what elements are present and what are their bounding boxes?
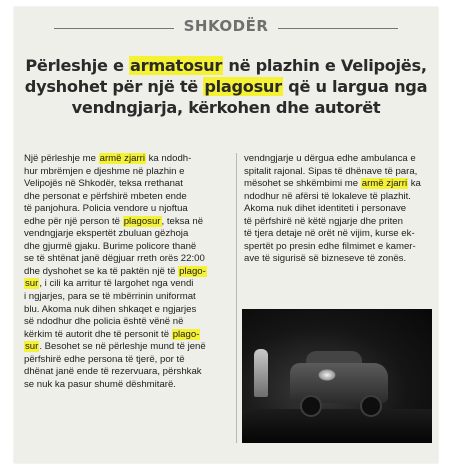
text-run: që u largua nga: [282, 77, 428, 96]
text-run: ave të sigurisë së bizneseve të zonës.: [244, 253, 407, 265]
text-run: dhe dyshohet se ka të paktën një të: [24, 265, 179, 277]
article-column-left: [24, 153, 229, 391]
highlighted-text: sur: [25, 278, 39, 290]
left_column-line: [24, 366, 229, 379]
text-run: , teksa në: [161, 215, 204, 227]
left_column-line: [24, 379, 229, 392]
text-run: ka: [408, 178, 421, 190]
text-run: i ngjarjes, para se të mbërrinin uniformat: [24, 291, 196, 303]
left_column-line: [24, 341, 229, 354]
headline-line: [22, 55, 430, 76]
left_column-line: [24, 329, 229, 342]
text-run: ndodhur në afërsi të lokaleve të plazhit.: [244, 190, 411, 202]
highlighted-text: armë zjarri: [361, 178, 408, 190]
left_column-line: [24, 266, 229, 279]
headline-line: [22, 97, 430, 118]
text-run: edhe për një person të: [24, 215, 123, 227]
right_column-line: [244, 241, 432, 254]
right_column-line: [244, 228, 432, 241]
text-run: blu. Akoma nuk dihen shkaqet e ngjarjes: [24, 303, 197, 315]
left_column-line: [24, 241, 229, 254]
photo-headlight: [318, 369, 336, 381]
left_column-line: [24, 178, 229, 191]
night-scene-car-photo: [242, 309, 432, 443]
photo-ground: [242, 409, 432, 443]
text-run: mësohet se shkëmbimi me: [244, 178, 361, 190]
text-run: Akoma nuk dihet identiteti i personave: [244, 203, 407, 215]
left_column-line: [24, 304, 229, 317]
section-label: SHKODËR: [176, 17, 277, 35]
highlighted-text: plago-: [172, 328, 200, 340]
text-run: se nuk ka pasur shumë dëshmitarë.: [24, 378, 176, 390]
left_column-line: [24, 316, 229, 329]
highlighted-text: armë zjarri: [99, 153, 145, 164]
photo-wheel: [300, 395, 322, 417]
right_column-line: [244, 178, 432, 191]
text-run: Një përleshje me: [24, 153, 99, 164]
photo-wheel: [360, 395, 382, 417]
left_column-line: [24, 291, 229, 304]
left_column-line: [24, 278, 229, 291]
newspaper-clipping: [14, 7, 438, 463]
text-run: të panjohura. Policia vendore u njoftua: [24, 203, 188, 215]
left_column-line: [24, 253, 229, 266]
section-header: [14, 15, 438, 41]
photo-person-figure: [254, 349, 268, 397]
text-run: dhënat janë ende të rezervuara, përshkak: [24, 366, 202, 378]
right_column-line: [244, 203, 432, 216]
text-run: përfshirë edhe persona të tjerë, por të: [24, 353, 185, 365]
left_column-line: [24, 354, 229, 367]
right_column-line: [244, 153, 432, 166]
text-run: dyshohet për një të: [24, 77, 204, 96]
highlighted-text: plagosur: [204, 77, 282, 96]
highlighted-text: armatosur: [130, 56, 223, 75]
text-run: Përleshje e: [25, 56, 130, 75]
text-run: . Besohet se në përleshje mund të jenë: [39, 341, 206, 353]
text-run: të tjera detaje në orët në vijim, kurse ek-: [244, 228, 415, 240]
text-run: se të shtënat janë dëgjuar rreth orës 22:00: [24, 253, 205, 265]
text-run: në plazhin e Velipojës,: [223, 56, 427, 75]
text-run: së ndodhur dhe policia është vënë në: [24, 316, 184, 328]
left_column-line: [24, 166, 229, 179]
headline: [22, 55, 430, 118]
text-run: ka ndodh-: [145, 153, 192, 164]
right_column-line: [244, 191, 432, 204]
headline-line: [22, 76, 430, 97]
text-run: , i cili ka arritur të largohet nga vendi: [39, 278, 194, 290]
text-run: dhe personat e përfshirë mbeten ende: [24, 190, 187, 202]
article-column-right: [244, 153, 432, 266]
text-run: vendngjarja, kërkohen dhe autorët: [71, 98, 381, 117]
right_column-line: [244, 253, 432, 266]
left_column-line: [24, 191, 229, 204]
right_column-line: [244, 166, 432, 179]
text-run: hur mbrëmjen e djeshme në plazhin e: [24, 165, 185, 177]
text-run: vendngjarje u dërgua edhe ambulanca e: [244, 153, 416, 164]
text-run: spertët po presin edhe filmimet e kamer-: [244, 240, 416, 252]
text-run: kërkim të autorit dhe të personit të: [24, 328, 172, 340]
left_column-line: [24, 153, 229, 166]
left_column-line: [24, 203, 229, 216]
column-divider: [236, 153, 237, 443]
text-run: vendngjarje ekspertët zbuluan gëzhoja: [24, 228, 189, 240]
left_column-line: [24, 216, 229, 229]
highlighted-text: plago-: [179, 265, 206, 277]
text-run: Velipojës në Shkodër, teksa rrethanat: [24, 178, 183, 190]
highlighted-text: sur: [25, 341, 39, 353]
text-run: të përfshirë në këtë ngjarje dhe priten: [244, 215, 403, 227]
right_column-line: [244, 216, 432, 229]
highlighted-text: plagosur: [123, 215, 161, 227]
text-run: dhe gjurmë gjaku. Burime policore thanë: [24, 240, 197, 252]
text-run: spitalit rajonal. Sipas të dhënave të para,: [244, 165, 418, 177]
left_column-line: [24, 228, 229, 241]
